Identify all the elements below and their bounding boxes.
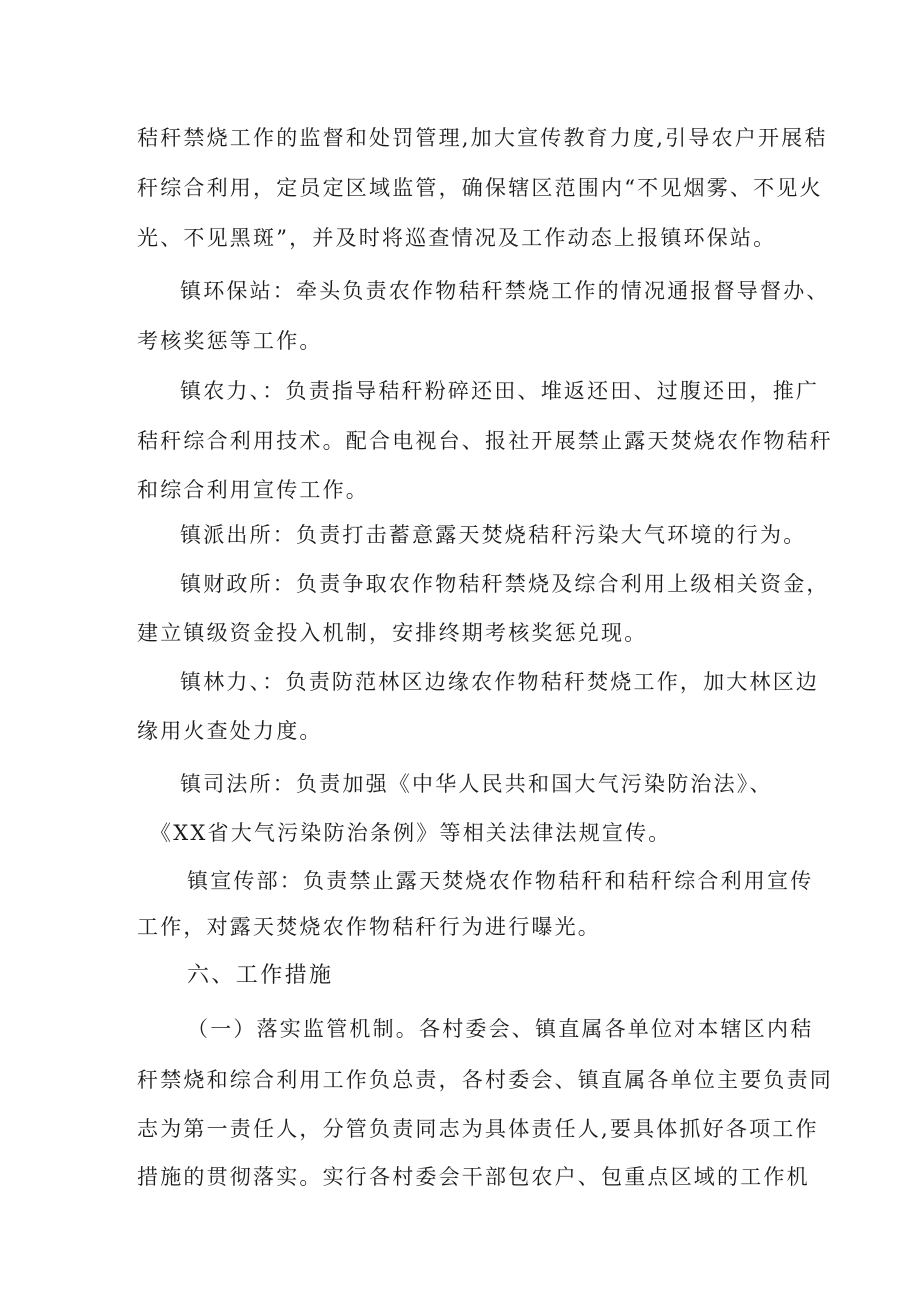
text-line: 镇派出所：负责打击蓄意露天焚烧秸秆污染大气环境的行为。 [180, 523, 807, 547]
text-line: 和综合利用宣传工作。 [137, 478, 369, 502]
text-line: 秸秆综合利用技术。配合电视台、报社开展禁止露天焚烧农作物秸秆 [137, 429, 833, 453]
text-line: 镇环保站：牵头负责农作物秸秆禁烧工作的情况通报督导督办、 [180, 279, 830, 303]
text-line: 志为第一责任人，分管负责同志为具体责任人,要具体抓好各项工作 [137, 1117, 819, 1141]
text-line: 秆禁烧和综合利用工作负总责，各村委会、镇直属各单位主要负责同 [137, 1068, 833, 1092]
text-line: 《XX省大气污染防治条例》等相关法律法规宣传。 [150, 821, 672, 845]
text-line: 缘用火查处力度。 [137, 719, 323, 743]
text-line: 措施的贯彻落实。实行各村委会干部包农户、包重点区域的工作机 [137, 1165, 810, 1189]
text-line: 镇财政所：负责争取农作物秸秆禁烧及综合利用上级相关资金， [180, 572, 830, 596]
text-line: 镇司法所：负责加强《中华人民共和国大气污染防治法》、 [180, 772, 773, 796]
text-line: 工作，对露天焚烧农作物秸秆行为进行曝光。 [137, 915, 601, 939]
text-line: 镇宣传部：负责禁止露天焚烧农作物秸秆和秸秆综合利用宣传 [187, 869, 814, 893]
text-line: 秆综合利用，定员定区域监管，确保辖区范围内“不见烟雾、不见火 [137, 176, 823, 200]
text-line: 镇农力、：负责指导秸秆粉碎还田、堆返还田、过腹还田，推广 [180, 379, 820, 403]
text-line: 镇林力、：负责防范林区边缘农作物秸秆焚烧工作，加大林区边 [180, 670, 820, 694]
text-line: 建立镇级资金投入机制，安排终期考核奖惩兑现。 [137, 621, 648, 645]
text-line: 考核奖惩等工作。 [137, 329, 323, 353]
text-line: 光、不见黑斑”，并及时将巡查情况及工作动态上报镇环保站。 [137, 226, 777, 250]
section-heading: 六、工作措施 [187, 963, 334, 988]
text-line: （一）落实监管机制。各村委会、镇直属各单位对本辖区内秸 [187, 1017, 814, 1041]
text-line: 秸秆禁烧工作的监督和处罚管理,加大宣传教育力度,引导农户开展秸 [137, 126, 828, 150]
